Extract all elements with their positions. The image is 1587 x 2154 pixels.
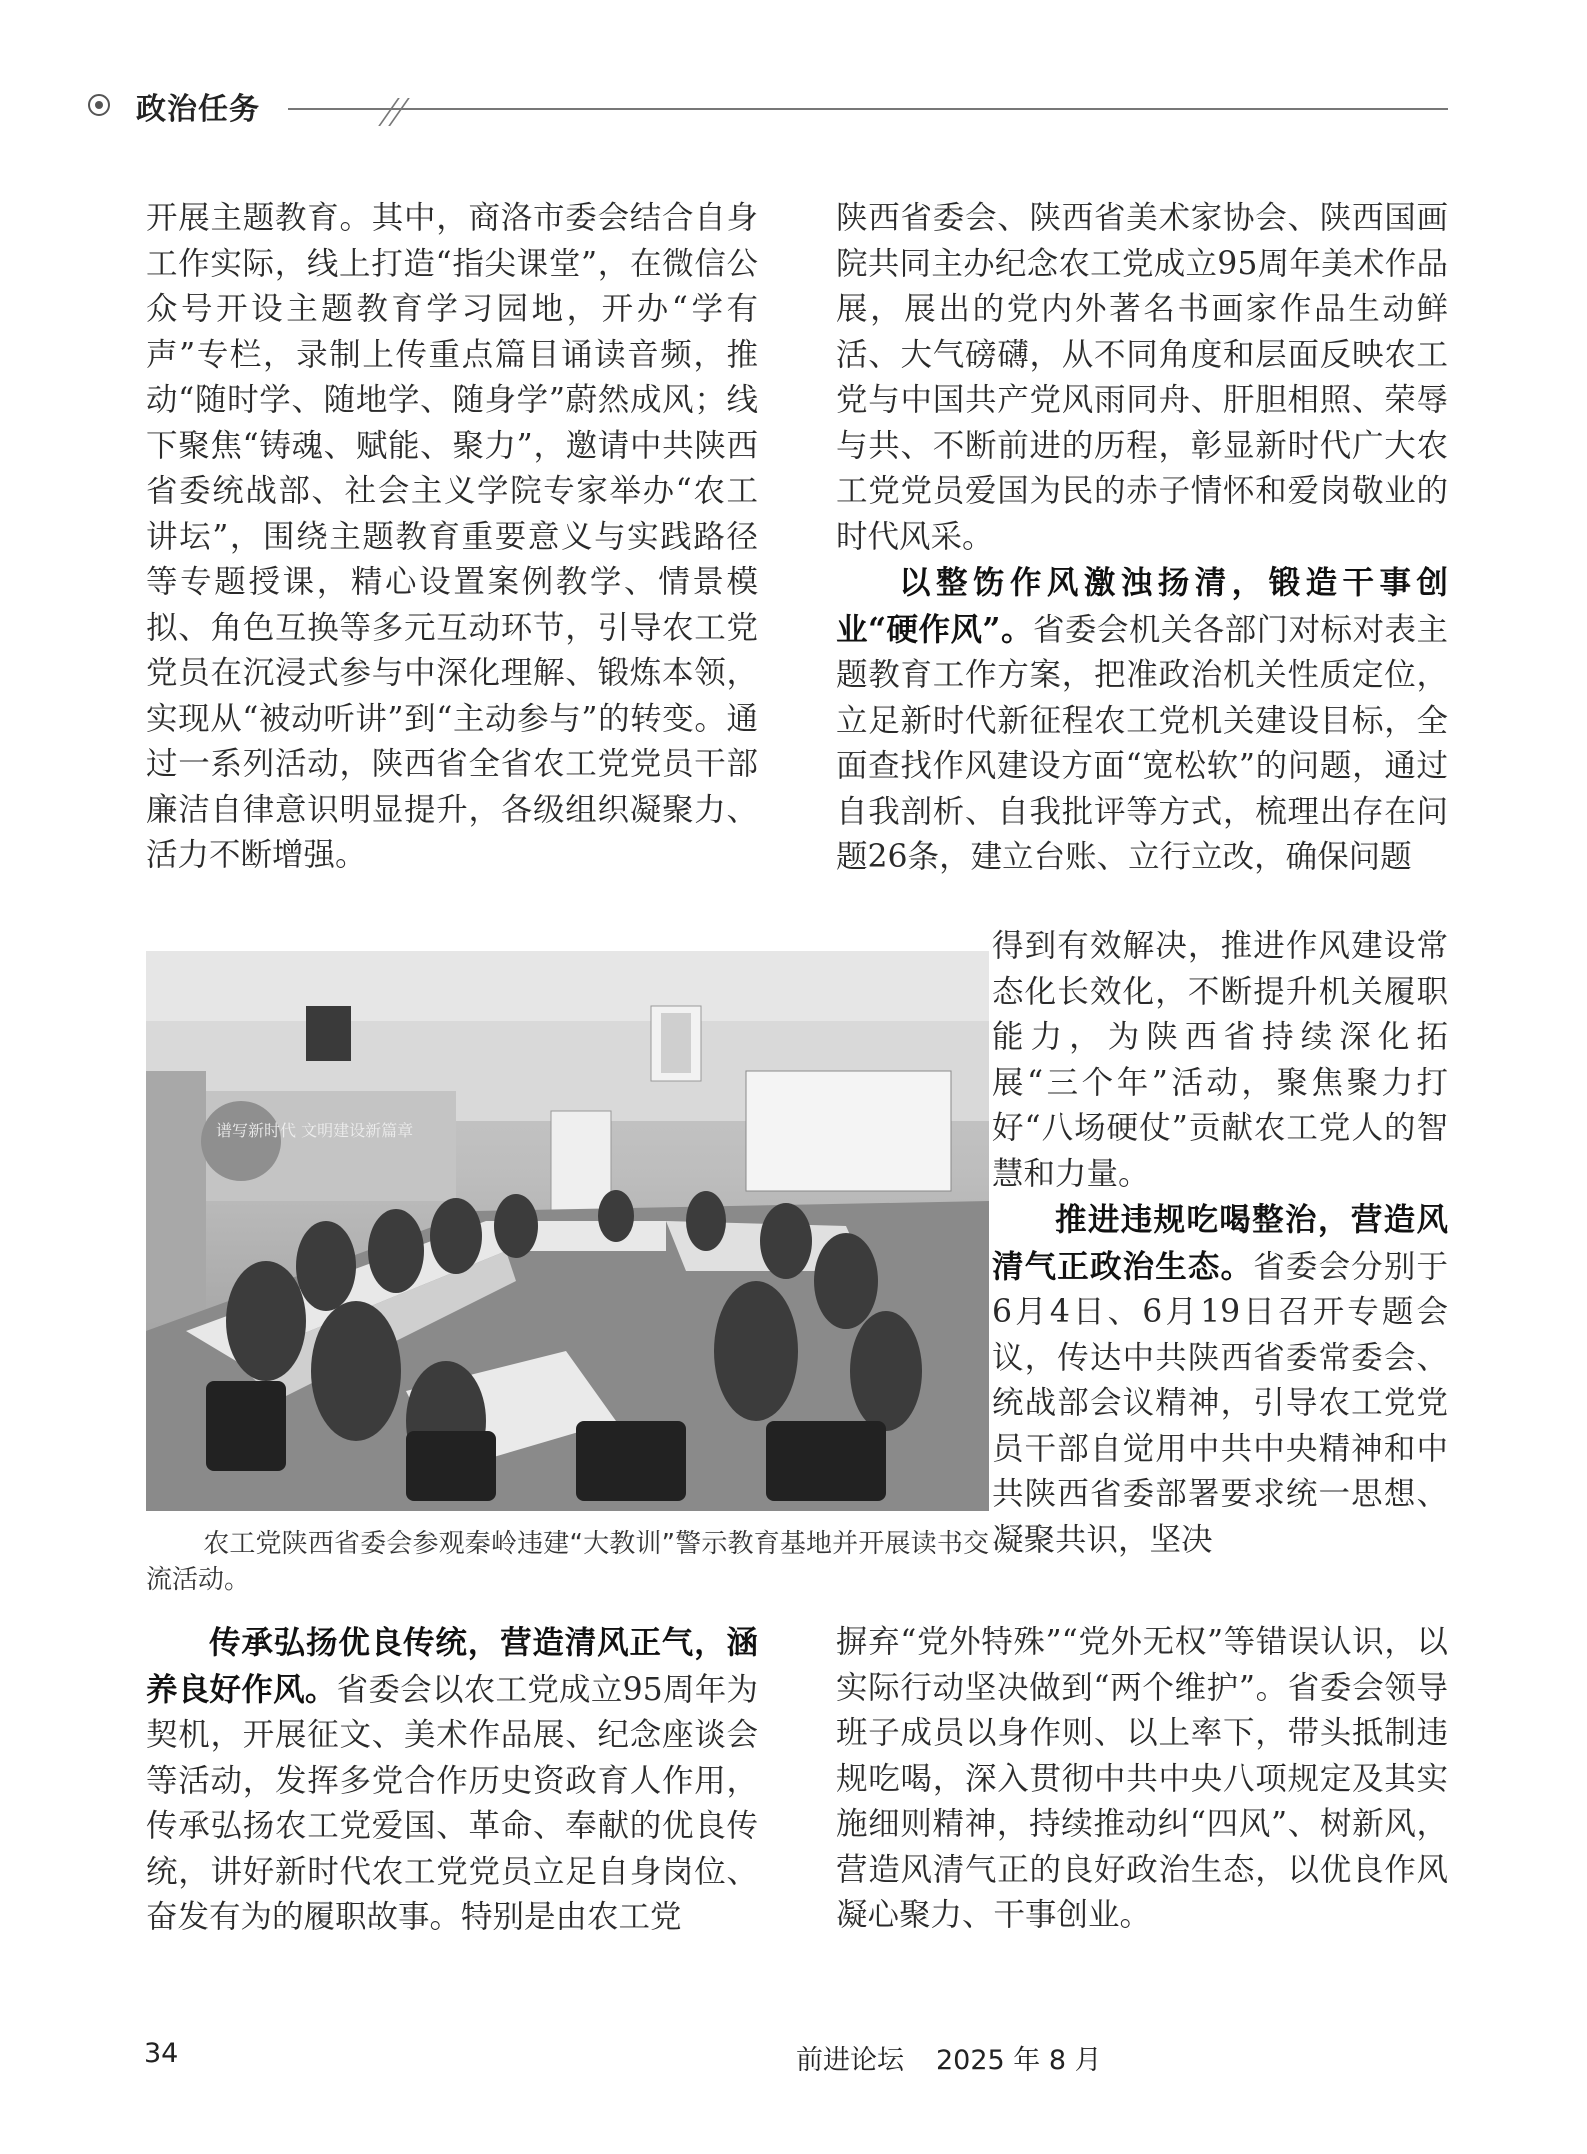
paragraph-heading: 推进违规吃喝整治，营造风清气正政治生态。 bbox=[992, 1201, 1448, 1285]
paragraph-body: 省委会分别于6月4日、6月19日召开专题会议，传达中共陕西省委常委会、统战部会议精神，引导农工党党员干部自觉用中共中央精神和中共陕西省委部署要求统一思想、凝聚共识，坚决 bbox=[992, 1248, 1448, 1558]
body-paragraph: 开展主题教育。其中，商洛市委会结合自身工作实际，线上打造“指尖课堂”，在微信公众号开设主题教育学习园地，开办“学有声”专栏，录制上传重点篇目诵读音频，推动“随时学、随地学、随身学”蔚然成风；线下聚焦“铸魂、赋能、聚力”，邀请中共陕西省委统战部、社会主义学院专家举办“农工讲坛”，围绕主题教育重要意义与实践路径等专题授课，精心设置案例教学、情景模拟、角色互换等多元互动环节，引导农工党党员在沉浸式参与中深化理解、锻炼本领，实现从“被动听讲”到“主动参与”的转变。通过一系列活动，陕西省全省农工党党员干部廉洁自律意识明显提升，各级组织凝聚力、活力不断增强。 bbox=[146, 200, 758, 873]
page-footer bbox=[144, 2038, 1444, 2078]
paragraph-heading: 以整饬作风激浊扬清，锻造干事创业“硬作风”。 bbox=[836, 564, 1448, 648]
right-column-side bbox=[992, 924, 1448, 1563]
meeting-photo bbox=[146, 951, 989, 1511]
header-slash-decoration bbox=[388, 98, 410, 126]
section-title: 政治任务 bbox=[136, 92, 260, 127]
left-column-bottom bbox=[146, 1620, 758, 1941]
body-paragraph bbox=[146, 1620, 758, 1941]
photo-caption bbox=[146, 1526, 989, 1598]
header-rule bbox=[288, 108, 1448, 110]
photo-caption-text: 农工党陕西省委会参观秦岭违建“大教训”警示教育基地并开展读书交流活动。 bbox=[146, 1529, 989, 1595]
right-column-top bbox=[836, 196, 1448, 881]
meeting-photo-illustration bbox=[146, 951, 989, 1511]
body-paragraph: 陕西省委会、陕西省美术家协会、陕西国画院共同主办纪念农工党成立95周年美术作品展，展出的党内外著名书画家作品生动鲜活、大气磅礴，从不同角度和层面反映农工党与中国共产党风雨同舟、肝胆相照、荣辱与共、不断前进的历程，彰显新时代广大农工党党员爱国为民的赤子情怀和爱岗敬业的时代风采。 bbox=[836, 200, 1448, 555]
body-paragraph: 摒弃“党外特殊”“党外无权”等错误认识，以实际行动坚决做到“两个维护”。省委会领导班子成员以身作则、以上率下，带头抵制违规吃喝，深入贯彻中共中央八项规定及其实施细则精神，持续推动纠“四风”、树新风，营造风清气正的良好政治生态，以优良作风凝心聚力、干事创业。 bbox=[836, 1624, 1448, 1933]
paragraph-body: 省委会以农工党成立95周年为契机，开展征文、美术作品展、纪念座谈会等活动，发挥多党合作历史资政育人作用，传承弘扬农工党爱国、革命、奉献的优良传统，讲好新时代农工党党员立足自身岗位、奋发有为的履职故事。特别是由农工党 bbox=[146, 1671, 758, 1935]
body-paragraph: 得到有效解决，推进作风建设常态化长效化，不断提升机关履职能力，为陕西省持续深化拓展“三个年”活动，聚焦聚力打好“八场硬仗”贡献农工党人的智慧和力量。 bbox=[992, 928, 1448, 1192]
body-paragraph bbox=[836, 560, 1448, 881]
page-number: 34 bbox=[144, 2038, 179, 2069]
paragraph-heading: 传承弘扬优良传统，营造清风正气，涵养良好作风。 bbox=[146, 1624, 758, 1708]
banner-text: 谱写新时代 文明建设新篇章 bbox=[216, 1121, 414, 1140]
magazine-name: 前进论坛 bbox=[796, 2045, 904, 2076]
paragraph-body: 省委会机关各部门对标对表主题教育工作方案，把准政治机关性质定位，立足新时代新征程农工党机关建设目标，全面查找作风建设方面“宽松软”的问题，通过自我剖析、自我批评等方式，梳理出存在问题26条，建立台账、立行立改，确保问题 bbox=[836, 611, 1448, 875]
left-column-top bbox=[146, 196, 758, 879]
right-column-bottom bbox=[836, 1620, 1448, 1939]
body-paragraph bbox=[992, 1197, 1448, 1563]
section-header bbox=[88, 82, 1448, 127]
issue-date: 2025 年 8 月 bbox=[936, 2045, 1102, 2076]
bullet-icon bbox=[88, 94, 110, 116]
